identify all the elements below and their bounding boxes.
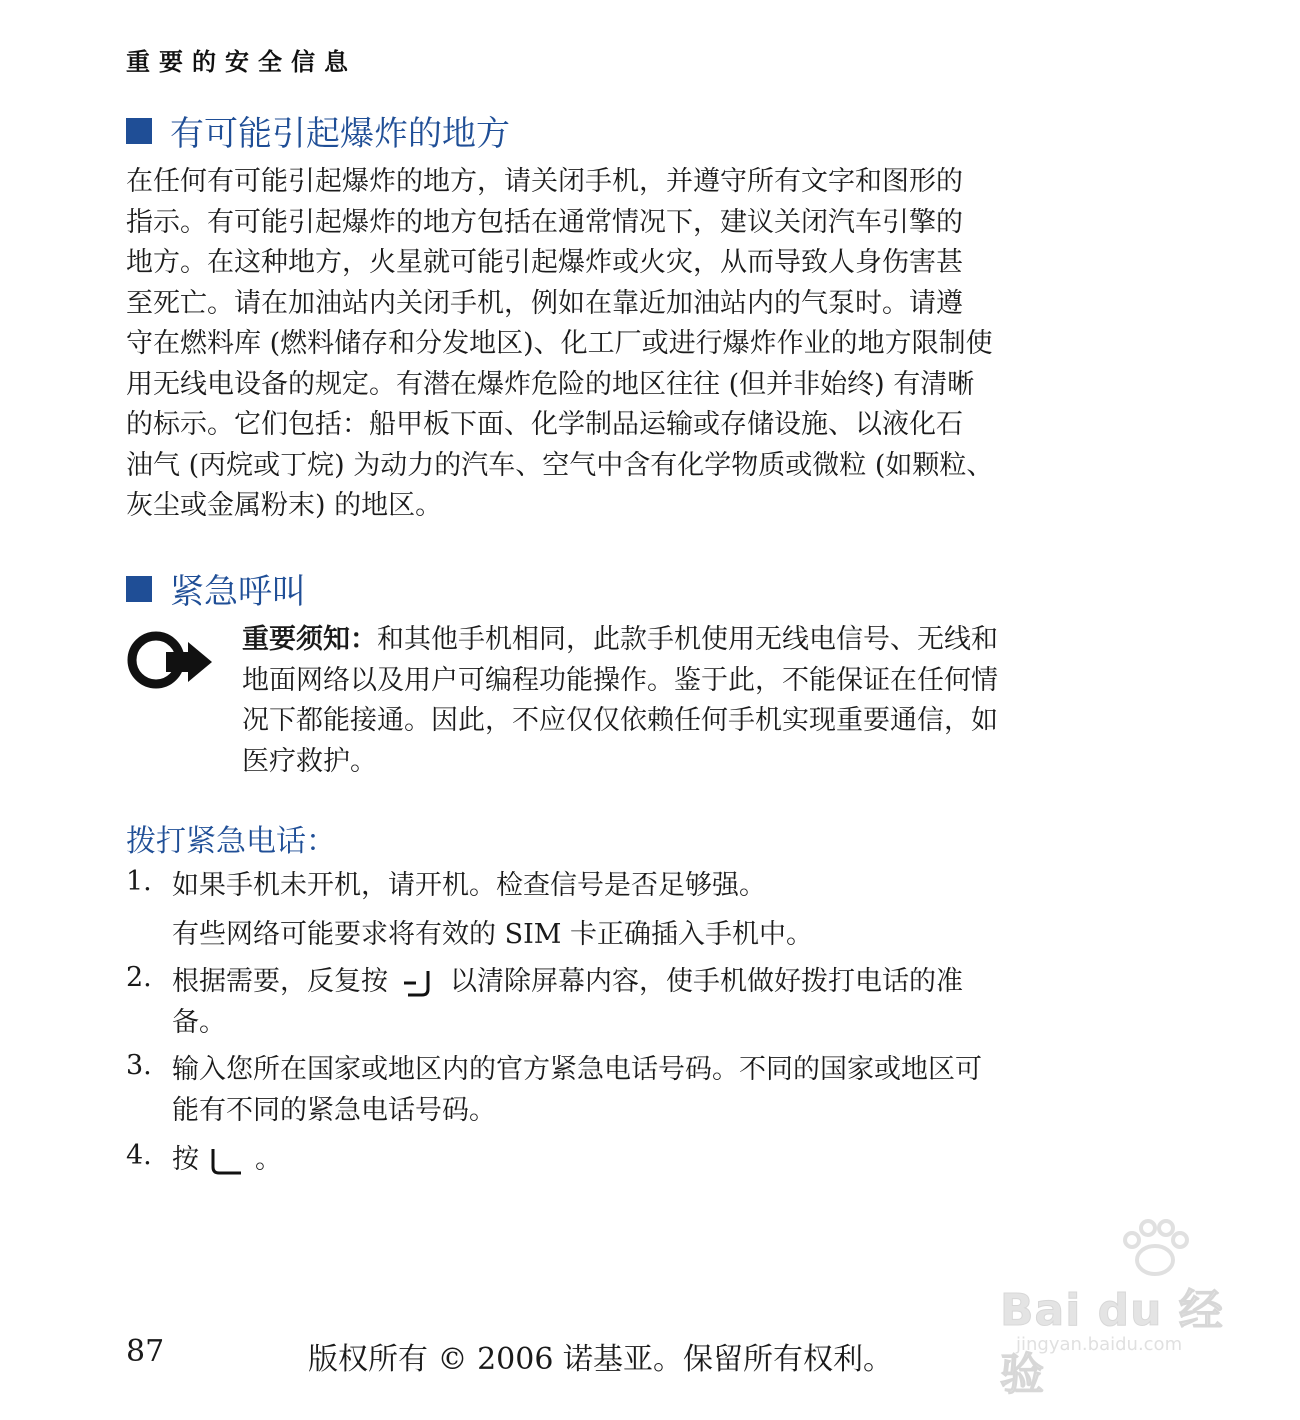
paragraph-line: 灰尘或金属粉末) 的地区。 [126, 490, 443, 521]
notice-text: 和其他手机相同，此款手机使用无线电信号、无线和 [377, 624, 998, 655]
step-number: 3. [126, 1050, 152, 1081]
paragraph-line: 守在燃料库 (燃料储存和分发地区)、化工厂或进行爆炸作业的地方限制使 [126, 328, 993, 359]
step-line [172, 1140, 282, 1181]
paragraph-line: 至死亡。请在加油站内关闭手机，例如在靠近加油站内的气泵时。请遵 [126, 287, 963, 319]
notice-line [242, 620, 998, 661]
clear-key-icon [394, 967, 444, 999]
notice-label: 重要须知： [242, 624, 377, 655]
watermark-brand: Bai du 经验 [1000, 1285, 1224, 1400]
notice-line: 地面网络以及用户可编程功能操作。鉴于此，不能保证在任何情 [242, 664, 998, 696]
explosive-paragraph [126, 162, 993, 527]
step-text-after-key: 。 [255, 1144, 282, 1175]
baidu-watermark [1000, 1218, 1240, 1400]
step-line: 如果手机未开机，请开机。检查信号是否足够强。 [172, 870, 766, 901]
step-3-text [172, 1050, 982, 1131]
step-text-after-key: 以清除屏幕内容，使手机做好拨打电话的准 [450, 966, 963, 997]
step-4-text [172, 1140, 282, 1181]
paragraph-line: 油气 (丙烷或丁烷) 为动力的汽车、空气中含有化学物质或微粒 (如颗粒、 [126, 449, 994, 481]
step-number: 4. [126, 1140, 152, 1171]
paragraph-line: 在任何有可能引起爆炸的地方，请关闭手机，并遵守所有文字和图形的 [126, 166, 963, 197]
watermark-url: jingyan.baidu.com [1016, 1334, 1183, 1355]
section-heading-text: 有可能引起爆炸的地方 [170, 114, 510, 154]
step-line: 有些网络可能要求将有效的 SIM 卡正确插入手机中。 [172, 918, 813, 950]
page-number: 87 [126, 1334, 165, 1369]
step-number: 2. [126, 962, 152, 993]
step-line: 备。 [172, 1006, 226, 1038]
step-text-before-key: 根据需要，反复按 [172, 966, 388, 997]
step-line: 输入您所在国家或地区内的官方紧急电话号码。不同的国家或地区可 [172, 1054, 982, 1085]
section-heading-explosive [126, 106, 510, 155]
notice-arrow-icon [126, 630, 216, 690]
step-2-text [172, 962, 963, 1043]
copyright-notice: 版权所有 © 2006 诺基亚。保留所有权利。 [308, 1342, 893, 1377]
section-heading-emergency [126, 564, 306, 613]
notice-line: 医疗救护。 [242, 745, 377, 777]
step-text-before-key: 按 [172, 1144, 199, 1175]
section-heading-text: 紧急呼叫 [170, 572, 306, 612]
paragraph-line: 地方。在这种地方，火星就可能引起爆炸或火灾，从而导致人身伤害甚 [126, 247, 963, 278]
heading-bullet-icon [126, 118, 152, 144]
paw-logo-icon [1110, 1218, 1200, 1278]
notice-paragraph [242, 620, 998, 782]
step-1-text [172, 866, 813, 955]
paragraph-line: 的标示。它们包括：船甲板下面、化学制品运输或存储设施、以液化石 [126, 409, 963, 440]
heading-bullet-icon [126, 576, 152, 602]
paragraph-line: 指示。有可能引起爆炸的地方包括在通常情况下，建议关闭汽车引擎的 [126, 206, 963, 238]
step-line [172, 962, 963, 1003]
step-line: 能有不同的紧急电话号码。 [172, 1094, 496, 1126]
running-header: 重要的安全信息 [126, 48, 357, 76]
subheading-make-call: 拨打紧急电话： [126, 824, 336, 859]
call-key-icon [205, 1145, 249, 1177]
step-number: 1. [126, 866, 152, 897]
paragraph-line: 用无线电设备的规定。有潜在爆炸危险的地区往往 (但并非始终) 有清晰 [126, 368, 975, 400]
notice-line: 况下都能接通。因此，不应仅仅依赖任何手机实现重要通信，如 [242, 705, 998, 736]
